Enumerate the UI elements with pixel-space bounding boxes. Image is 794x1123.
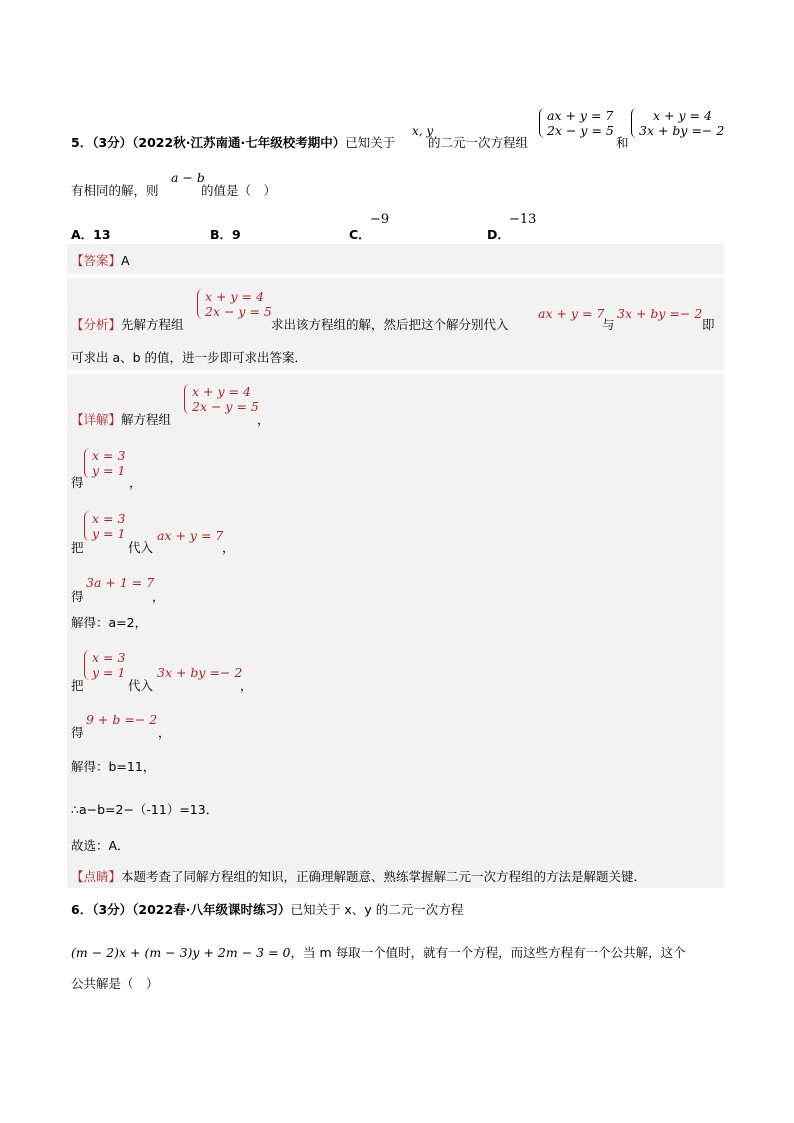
q5-stem-line1 bbox=[71, 133, 395, 151]
sol3-y: y = 1 bbox=[92, 665, 126, 680]
comment-tag: 【点睛】 bbox=[71, 869, 122, 884]
sol1-x: x = 3 bbox=[92, 448, 126, 463]
q5-option-d[interactable]: D． bbox=[487, 227, 510, 242]
q5-score: （3分） bbox=[92, 135, 133, 150]
q5-system-1 bbox=[539, 108, 614, 138]
analysis-ji: 即 bbox=[702, 317, 715, 332]
step-de-2: 得 bbox=[71, 589, 84, 604]
step-de-1: 得 bbox=[71, 475, 84, 490]
comment-line bbox=[71, 867, 646, 885]
step1-result: 3a + 1 = 7 bbox=[86, 575, 155, 590]
analysis-b: 求出该方程组的解，然后把这个解分别代入 bbox=[271, 317, 509, 332]
q5-option-b[interactable]: B．9 bbox=[210, 227, 241, 242]
solution-system-3 bbox=[84, 650, 125, 680]
q5-sys2-eq2: 3x + by =− 2 bbox=[639, 123, 725, 138]
jiede-b: 解得：b=11， bbox=[71, 759, 156, 774]
q5-expr: a − b bbox=[171, 170, 205, 185]
sol1-comma: ， bbox=[129, 475, 142, 490]
comment-text: 本题考查了同解方程组的知识，正确理解题意、熟练掌握解二元一次方程组的方法是解题关键． bbox=[121, 869, 647, 884]
step1-comma: ， bbox=[222, 540, 235, 555]
sol2-y: y = 1 bbox=[92, 526, 126, 541]
answer-block-bg bbox=[67, 244, 724, 274]
answer-tag: 【答案】 bbox=[71, 253, 122, 268]
answer-line bbox=[71, 251, 130, 269]
solution-system-2 bbox=[84, 511, 125, 541]
q6-stem-a: 已知关于 x、y 的二元一次方程 bbox=[290, 902, 464, 917]
step2-result: 9 + b =− 2 bbox=[86, 712, 158, 727]
q6-stem-c: 公共解是（ ） bbox=[71, 976, 159, 991]
q5-sys1-eq1: ax + y = 7 bbox=[547, 108, 614, 123]
detail-tag: 【详解】 bbox=[71, 412, 122, 427]
step2-comma: ， bbox=[240, 678, 253, 693]
detail-sys-eq1: x + y = 4 bbox=[192, 384, 251, 399]
step-ba-2: 把 bbox=[71, 678, 84, 693]
q5-source: （2022秋·江苏南通·七年级校考期中） bbox=[132, 135, 346, 150]
step-dairu-2: 代入 bbox=[128, 678, 154, 693]
analysis-system bbox=[197, 289, 272, 319]
step2-res-comma: ， bbox=[158, 725, 171, 740]
q5-sys1-eq2: 2x − y = 5 bbox=[547, 123, 614, 138]
detail-comma: ， bbox=[257, 412, 270, 427]
detail-sys-eq2: 2x − y = 5 bbox=[192, 399, 259, 414]
q5-stem-c: 有相同的解，则 bbox=[71, 183, 159, 198]
step-dairu-1: 代入 bbox=[128, 540, 154, 555]
analysis-sys-eq1: x + y = 4 bbox=[205, 289, 264, 304]
step-ba-1: 把 bbox=[71, 540, 84, 555]
q5-option-a[interactable]: A．13 bbox=[71, 227, 111, 242]
step1-eq: ax + y = 7 bbox=[157, 528, 224, 543]
q5-stem-d: 的值是（ ） bbox=[201, 183, 277, 198]
q5-option-c[interactable]: C． bbox=[349, 227, 371, 242]
step-de-3: 得 bbox=[71, 725, 84, 740]
sol2-x: x = 3 bbox=[92, 511, 126, 526]
analysis-yu: 与 bbox=[602, 317, 615, 332]
q5-stem-a: 已知关于 bbox=[345, 135, 396, 150]
q6-score: （3分） bbox=[92, 902, 133, 917]
jiede-a: 解得：a=2， bbox=[71, 615, 148, 630]
q5-stem-line2 bbox=[71, 181, 159, 199]
q5-option-d-value: −13 bbox=[509, 212, 537, 227]
analysis-eq1: ax + y = 7 bbox=[538, 306, 605, 321]
q5-vars: x, y bbox=[412, 124, 434, 138]
q5-stem-b: 的二元一次方程组 bbox=[428, 135, 529, 150]
sol3-x: x = 3 bbox=[92, 650, 126, 665]
q5-sys2-eq1: x + y = 4 bbox=[653, 108, 712, 123]
q5-and: 和 bbox=[616, 135, 629, 150]
detail-a: 解方程组 bbox=[121, 412, 172, 427]
analysis-line1 bbox=[71, 315, 184, 333]
q5-option-c-value: −9 bbox=[370, 212, 390, 227]
analysis-eq2: 3x + by =− 2 bbox=[617, 306, 703, 321]
q6-stem-line1 bbox=[71, 900, 463, 918]
analysis-a: 先解方程组 bbox=[121, 317, 184, 332]
detail-line1 bbox=[71, 410, 171, 428]
detail-system bbox=[184, 384, 259, 414]
answer-value: A bbox=[121, 253, 130, 268]
solution-system-1 bbox=[84, 448, 125, 478]
choose-line: 故选：A． bbox=[71, 838, 130, 853]
q5-number: 5． bbox=[71, 135, 93, 150]
q6-number: 6． bbox=[71, 902, 93, 917]
analysis-c: 可求出 a、b 的值，进一步即可求出答案． bbox=[71, 350, 308, 365]
q6-source: （2022春·八年级课时练习） bbox=[132, 902, 291, 917]
q6-stem-b: ，当 m 每取一个值时，就有一个方程，而这些方程有一个公共解，这个 bbox=[290, 945, 686, 960]
analysis-tag: 【分析】 bbox=[71, 317, 122, 332]
sol1-y: y = 1 bbox=[92, 463, 126, 478]
q6-stem-line2 bbox=[71, 943, 686, 961]
q5-system-2 bbox=[631, 108, 724, 138]
step2-eq: 3x + by =− 2 bbox=[157, 665, 243, 680]
final-result: ∴a−b=2−（-11）=13． bbox=[71, 802, 219, 817]
q6-equation: (m − 2)x + (m − 3)y + 2m − 3 = 0 bbox=[71, 945, 291, 960]
analysis-sys-eq2: 2x − y = 5 bbox=[205, 304, 272, 319]
step1-res-comma: ， bbox=[152, 589, 165, 604]
